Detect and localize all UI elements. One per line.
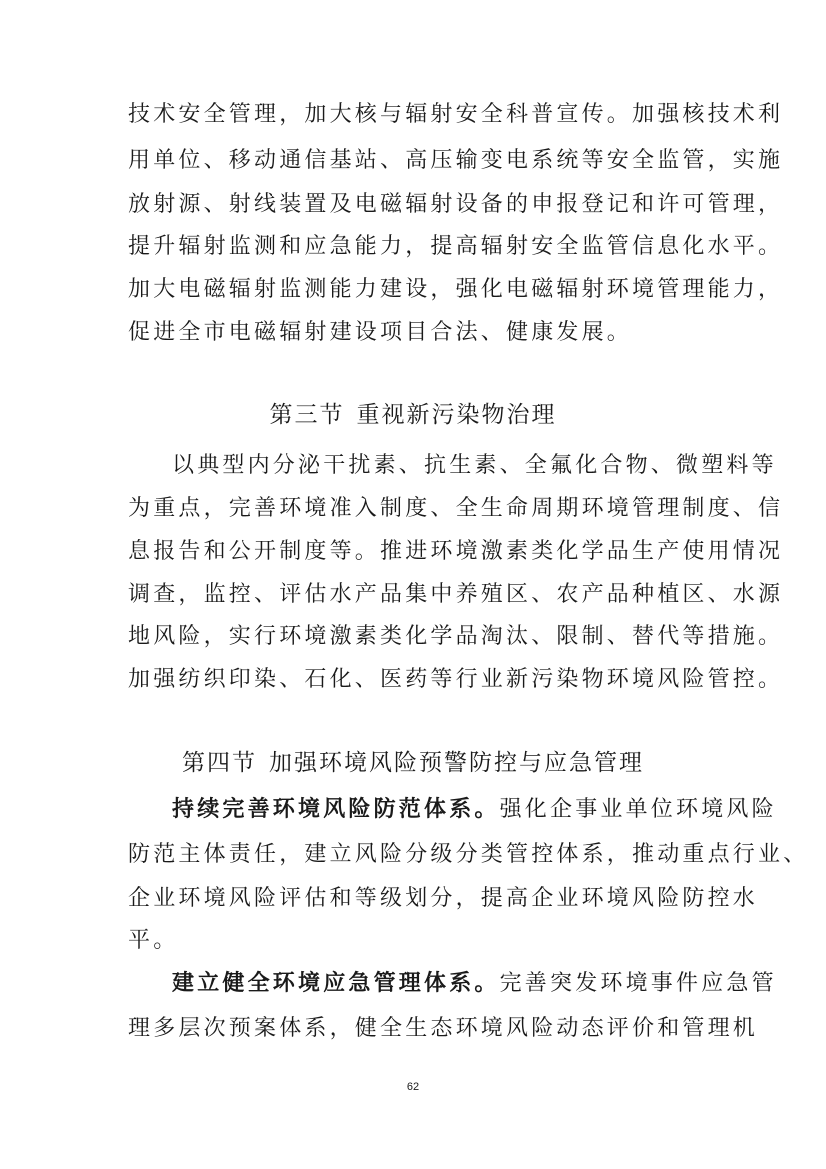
paragraph-line: 平。 — [128, 928, 179, 953]
paragraph-line: 提升辐射监测和应急能力，提高辐射安全监管信息化水平。 — [128, 234, 784, 259]
paragraph-line: 技术安全管理，加大核与辐射安全科普宣传。加强核技术利 — [128, 102, 784, 127]
paragraph-line: 地风险，实行环境激素类化学品淘汰、限制、替代等措施。 — [128, 624, 784, 649]
section-number: 第三节 — [269, 402, 345, 428]
paragraph-line: 理多层次预案体系，健全生态环境风险动态评价和管理机 — [128, 1016, 759, 1041]
paragraph-line: 放射源、射线装置及电磁辐射设备的申报登记和许可管理， — [128, 192, 784, 217]
paragraph-text: 强化企事业单位环境风险 — [499, 797, 777, 822]
paragraph-text: 完善突发环境事件应急管 — [499, 971, 777, 996]
paragraph-line: 为重点，完善环境准入制度、全生命周期环境管理制度、信 — [128, 496, 784, 521]
paragraph-line — [172, 795, 777, 825]
paragraph-line: 用单位、移动通信基站、高压输变电系统等安全监管，实施 — [128, 148, 784, 173]
paragraph-line: 加大电磁辐射监测能力建设，强化电磁辐射环境管理能力， — [128, 277, 784, 302]
paragraph-line: 促进全市电磁辐射建设项目合法、健康发展。 — [128, 320, 633, 345]
paragraph-lead: 建立健全环境应急管理体系。 — [172, 971, 500, 996]
paragraph-line: 以典型内分泌干扰素、抗生素、全氟化合物、微塑料等 — [172, 453, 777, 478]
paragraph-line: 加强纺织印染、石化、医药等行业新污染物环境风险管控。 — [128, 667, 784, 692]
paragraph-line: 防范主体责任，建立风险分级分类管控体系，推动重点行业、 — [128, 842, 809, 867]
paragraph-line: 调查，监控、评估水产品集中养殖区、农产品种植区、水源 — [128, 582, 784, 607]
page-number: 62 — [406, 1081, 420, 1093]
section-heading-3 — [0, 400, 826, 430]
paragraph-line — [172, 969, 777, 999]
paragraph-line: 息报告和公开制度等。推进环境激素类化学品生产使用情况 — [128, 539, 784, 564]
section-heading-4 — [0, 748, 826, 778]
paragraph-lead: 持续完善环境风险防范体系。 — [172, 797, 500, 822]
section-title: 重视新污染物治理 — [356, 402, 557, 428]
paragraph-line: 企业环境风险评估和等级划分，提高企业环境风险防控水 — [128, 886, 759, 911]
section-title: 加强环境风险预警防控与应急管理 — [269, 750, 644, 776]
section-number: 第四节 — [182, 750, 257, 776]
